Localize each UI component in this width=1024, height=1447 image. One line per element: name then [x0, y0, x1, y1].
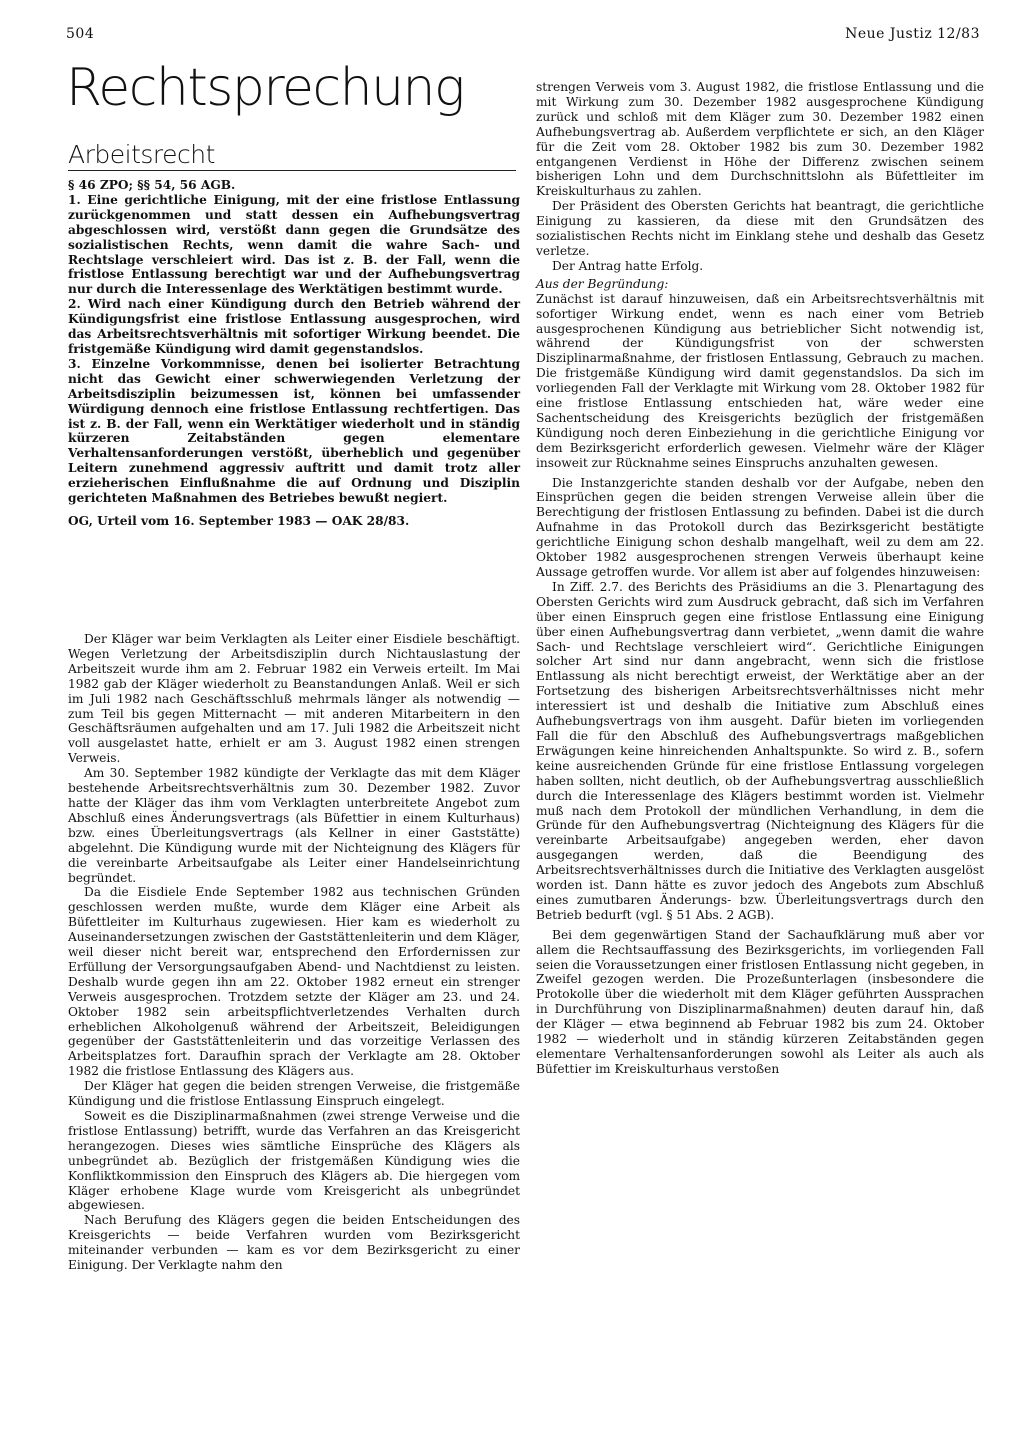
reasoning-column — [536, 80, 984, 1077]
headnote-norms: § 46 ZPO; §§ 54, 56 AGB. — [68, 178, 236, 192]
body-paragraph: Der Antrag hatte Erfolg. — [552, 258, 704, 273]
page-number: 504 — [66, 26, 95, 42]
body-paragraph: Der Kläger war beim Verklagten als Leiter einer Eisdiele beschäftigt. Wegen Verletzung der Arbeitsdisziplin durch Nichtauslastung der Arbeitszeit wurde ihm am 2. Februar 1982 ein Verweis erteilt. Im Mai 1982 gab der Kläger wiederholt zu Beanstandungen Anlaß. Weil er sich im Juli 1982 nach Geschäftsschluß mehrmals länger als notwendig — zum Teil bis gegen Mitternacht — mit anderen Mitarbeitern in den Geschäftsräumen aufgehalten und am 17. Juli 1982 die Arbeitszeit nicht voll ausgelastet hatte, erhielt er am 3. August 1982 einen strengen Verweis. — [68, 632, 520, 766]
case-facts-column — [68, 632, 520, 1273]
body-paragraph: In Ziff. 2.7. des Berichts des Präsidiums an die 3. Plenartagung des Obersten Gerichts wird zum Ausdruck gebracht, daß sich im Verfahren über einen Einspruch gegen eine fristlose Entlassung eine Einigung über einen Aufhebungsvertrag dann verbietet, „wenn damit die wahre Sach- und Rechtslage verschleiert wird“. Gerichtliche Einigungen solcher Art sind nur dann angebracht, wenn sich die fristlose Entlassung als nicht berechtigt erweist, der Werktätige aber an der Fortsetzung des bisherigen Arbeitsrechtsverhältnisses nicht mehr interessiert ist und deshalb die Initiative zum Abschluß eines Aufhebungsvertrags von ihm ausgeht. Dafür bieten im vorliegenden Fall die für den Abschluß des Aufhebungsvertrags maßgeblichen Erwägungen keine hinreichenden Anhaltspunkte. So wird z. B., sofern keine ausreichenden Gründe für eine fristlose Entlassung vorgelegen haben sollten, nicht deutlich, ob der Aufhebungsvertrag ausschließlich durch die Interessenlage des Klägers bestimmt worden ist. Vielmehr muß nach dem Protokoll der mündlichen Verhandlung, in dem die Gründe für den Aufhebungsvertrag (Nichteignung des Klägers für die vereinbarte Arbeitsaufgabe) angegeben werden, eher davon ausgegangen werden, daß die Beendigung des Arbeitsrechtsverhältnisses durch die Initiative des Verklagten ausgelöst worden ist. Dann hätte es zuvor jedoch des Angebots zum Abschluß eines zumutbaren Änderungs- bzw. Überleitungsvertrags durch den Betrieb bedurft (vgl. § 51 Abs. 2 AGB). — [536, 579, 984, 922]
body-paragraph: Die Instanzgerichte standen deshalb vor der Aufgabe, neben den Einsprüchen gegen die beiden strengen Verweise allein über die Berechtigung der fristlosen Entlassung zu befinden. Dabei ist die durch Aufnahme in das Protokoll durch das Bezirksgericht bestätigte gerichtliche Einigung schon deshalb mangelhaft, weil zu dem am 22. Oktober 1982 ausgesprochenen strengen Verweis überhaupt keine Aussage getroffen wurde. Vor allem ist aber auf folgendes hinzuweisen: — [536, 475, 984, 579]
body-paragraph: Da die Eisdiele Ende September 1982 aus technischen Gründen geschlossen werden mußte, wurde dem Kläger eine Arbeit als Büfettleiter im Kulturhaus zugewiesen. Hier kam es wiederholt zu Auseinandersetzungen zwischen der Gaststättenleiterin und dem Kläger, weil dieser nicht bereit war, entsprechend den Erfordernissen zur Erfüllung der Versorgungsaufgaben Abend- und Nachtdienst zu leisten. Deshalb wurde gegen ihn am 22. Oktober 1982 erneut ein strenger Verweis ausgesprochen. Trotzdem setzte der Kläger am 23. und 24. Oktober 1982 sein arbeitspflichtverletzendes Verhalten durch erheblichen Alkoholgenuß während der Arbeitszeit, Beleidigungen gegenüber der Gaststättenleiterin und das vorzeitige Verlassen des Arbeitsplatzes fort. Daraufhin sprach der Verklagte am 28. Oktober 1982 die fristlose Entlassung des Klägers aus. — [68, 885, 520, 1079]
decision-citation: OG, Urteil vom 16. September 1983 — OAK 28/83. — [68, 513, 410, 528]
headnote-paragraph-2: 2. Wird nach einer Kündigung durch den Betrieb während der Kündigungsfrist eine fristlose Entlassung ausgesprochen, wird das Arbeitsrechtsverhältnis mit sofortiger Wirkung beendet. Die fristgemäße Kündigung wird damit gegenstandslos. — [68, 297, 520, 356]
journal-issue: Neue Justiz 12/83 — [845, 26, 980, 42]
body-paragraph: Nach Berufung des Klägers gegen die beiden Entscheidungen des Kreisgerichts — beide Verfahren wurden vom Bezirksgericht miteinander verbunden — kam es vor dem Bezirksgericht zu einer Einigung. Der Verklagte nahm den — [68, 1213, 520, 1273]
section-divider — [68, 170, 516, 171]
subsection-title: Arbeitsrecht — [68, 140, 215, 169]
body-paragraph: strengen Verweis vom 3. August 1982, die fristlose Entlassung und die mit Wirkung zum 30. Dezember 1982 ausgesprochene Kündigung zurück und schloß mit dem Kläger zum 30. Dezember 1982 einen Aufhebungsvertrag ab. Außerdem verpflichtete er sich, an den Kläger für die Zeit vom 28. Oktober 1982 bis zum 30. Dezember 1982 entgangenen Verdienst in Höhe der Differenz zwischen seinem bisherigen Lohn und dem Durchschnittslohn als Büfettleiter im Kreiskulturhaus zu zahlen. — [536, 80, 984, 199]
body-paragraph: Der Präsident des Obersten Gerichts hat beantragt, die gerichtliche Einigung zu kassieren, da diese mit den Grundsätzen des sozialistischen Rechts nicht im Einklang stehe und deshalb das Gesetz verletze. — [536, 199, 984, 258]
section-title: Rechtsprechung — [66, 58, 464, 118]
body-paragraph: Am 30. September 1982 kündigte der Verklagte das mit dem Kläger bestehende Arbeitsrechtsverhältnis zum 30. Dezember 1982. Zuvor hatte der Kläger das ihm vom Verklagten unterbreitete Angebot zum Abschluß eines Änderungsvertrags (als Büfettier in einem Kulturhaus) bzw. eines Überleitungsvertrags (als Kellner in einer Gaststätte) abgelehnt. Die Kündigung wurde mit der Nichteignung des Klägers für die vereinbarte Arbeitsaufgabe als Leiter einer Handelseinrichtung begründet. — [68, 766, 520, 885]
body-paragraph: Soweit es die Disziplinarmaßnahmen (zwei strenge Verweise und die fristlose Entlassung) betrifft, wurde das Verfahren an das Kreisgericht herangezogen. Dieses wies sämtliche Einsprüche des Klägers als unbegründet ab. Bezüglich der fristgemäßen Kündigung wies die Konfliktkommission den Einspruch des Klägers ab. Die hiergegen vom Kläger erhobene Klage wurde vom Kreisgericht als unbegründet abgewiesen. — [68, 1109, 520, 1213]
headnote — [68, 178, 520, 529]
body-paragraph: Zunächst ist darauf hinzuweisen, daß ein Arbeitsrechtsverhältnis mit sofortiger Wirkung endet, wenn es nach einer vom Betrieb ausgesprochenen Kündigung aus betrieblicher Sicht notwendig ist, während der Kündigungsfrist von der schwersten Disziplinarmaßnahme, der fristlosen Entlassung, Gebrauch zu machen. Die fristgemäße Kündigung wird damit gegenstandslos. Da sich im vorliegenden Fall der Verklagte mit Wirkung vom 28. Oktober 1982 für eine fristlose Entlassung entschieden hat, wäre weder eine Sachentscheidung des Kreisgerichts bezüglich der fristgemäßen Kündigung noch deren Einbeziehung in die gerichtliche Einigung vor dem Bezirksgericht erforderlich gewesen. Vielmehr wäre der Kläger insoweit zur Rücknahme seines Einspruchs anzuhalten gewesen. — [536, 291, 984, 470]
body-paragraph: Der Kläger hat gegen die beiden strengen Verweise, die fristgemäße Kündigung und die fristlose Entlassung Einspruch eingelegt. — [68, 1079, 520, 1109]
headnote-paragraph-1: 1. Eine gerichtliche Einigung, mit der eine fristlose Entlassung zurückgenommen und statt dessen ein Aufhebungsvertrag abgeschlossen wird, verstößt dann gegen die Grundsätze des sozialistischen Rechts, wenn damit die wahre Sach- und Rechtslage verschleiert wird. Das ist z. B. der Fall, wenn die fristlose Entlassung berechtigt war und der Aufhebungsvertrag nur durch die Interessenlage des Werktätigen bestimmt wurde. — [68, 192, 520, 297]
reasons-heading: Aus der Begründung: — [536, 276, 669, 291]
headnote-paragraph-3: 3. Einzelne Vorkommnisse, denen bei isolierter Betrachtung nicht das Gewicht einer schwerwiegenden Verletzung der Arbeitsdisziplin beizumessen ist, können bei umfassender Würdigung dennoch eine fristlose Entlassung rechtfertigen. Das ist z. B. der Fall, wenn ein Werktätiger wiederholt und in ständig kürzeren Zeitabständen gegen elementare Verhaltensanforderungen verstößt, überheblich und gegenüber Leitern zunehmend aggressiv auftritt und damit trotz aller erzieherischen Einflußnahme die auf Ordnung und Disziplin gerichteten Maßnahmen des Betriebes bewußt negiert. — [68, 356, 520, 506]
body-paragraph: Bei dem gegenwärtigen Stand der Sachaufklärung muß aber vor allem die Rechtsauffassung des Bezirksgerichts, im vorliegenden Fall seien die Voraussetzungen einer fristlosen Entlassung nicht gegeben, in Zweifel gezogen werden. Die Prozeßunterlagen (insbesondere die Protokolle über die wiederholt mit dem Kläger geführten Aussprachen in Durchführung von Disziplinarmaßnahmen) deuten darauf hin, daß der Kläger — etwa beginnend ab Februar 1982 bis zum 24. Oktober 1982 — wiederholt und in ständig kürzeren Zeitabständen gegen elementare Verhaltensanforderungen sowohl als Leiter als auch als Büfettier im Kreiskulturhaus verstoßen — [536, 927, 984, 1076]
